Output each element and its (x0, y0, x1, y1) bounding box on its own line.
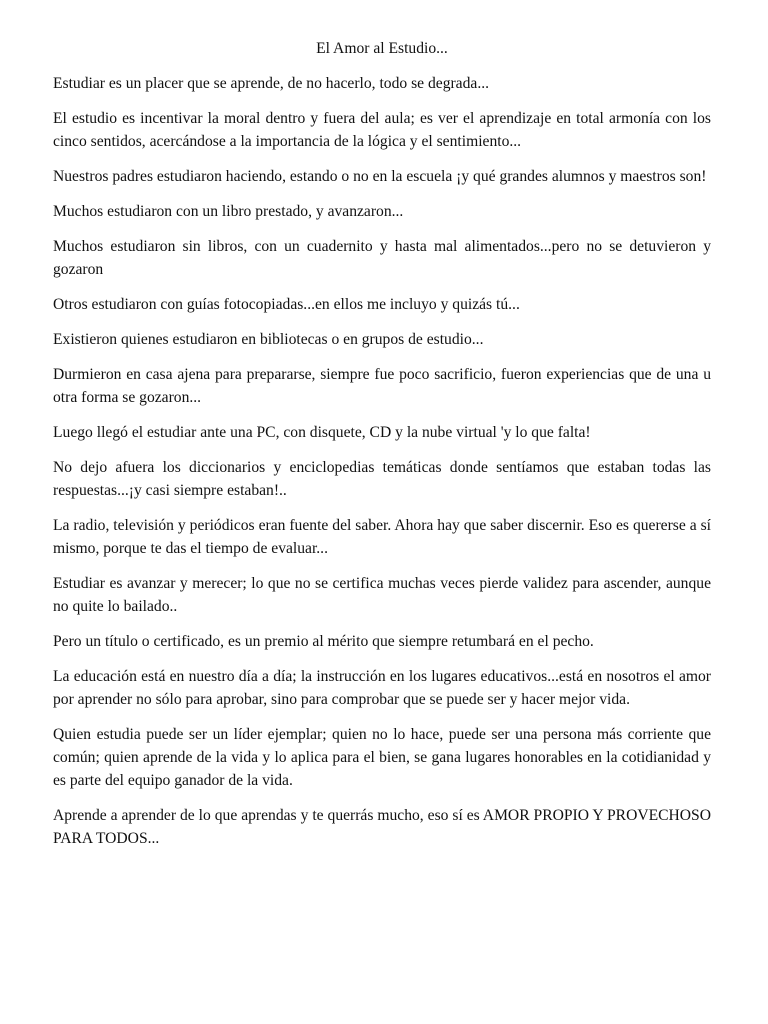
paragraph-4: Muchos estudiaron con un libro prestado, y avanzaron... (53, 203, 404, 220)
paragraph-9: Luego llegó el estudiar ante una PC, con disquete, CD y la nube virtual 'y lo que falta! (53, 424, 591, 441)
paragraph-2: El estudio es incentivar la moral dentro y fuera del aula; es ver el aprendizaje en total armonía con los cinco sentidos, acercándose a la importancia de la lógica y el sentimiento... (53, 110, 711, 150)
paragraph-10: No dejo afuera los diccionarios y enciclopedias temáticas donde sentíamos que estaban todas las respuestas...¡y casi siempre estaban!.. (53, 459, 711, 499)
paragraph-6: Otros estudiaron con guías fotocopiadas...en ellos me incluyo y quizás tú... (53, 296, 520, 313)
document-title: El Amor al Estudio... (316, 40, 448, 57)
paragraph-8: Durmieron en casa ajena para prepararse, siempre fue poco sacrificio, fueron experiencias que de una u otra forma se gozaron... (53, 366, 711, 406)
paragraph-12: Estudiar es avanzar y merecer; lo que no se certifica muchas veces pierde validez para ascender, aunque no quite lo bailado.. (53, 575, 711, 615)
paragraph-15: Quien estudia puede ser un líder ejemplar; quien no lo hace, puede ser una persona más corriente que común; quien aprende de la vida y lo aplica para el bien, se gana lugares honorables en la cotidianidad y es parte del equipo ganador de la vida. (53, 726, 711, 789)
document-page (53, 37, 711, 862)
paragraph-7: Existieron quienes estudiaron en bibliotecas o en grupos de estudio... (53, 331, 484, 348)
paragraph-1: Estudiar es un placer que se aprende, de no hacerlo, todo se degrada... (53, 75, 490, 92)
paragraph-16: Aprende a aprender de lo que aprendas y te querrás mucho, eso sí es AMOR PROPIO Y PROVECHOSO PARA TODOS... (53, 807, 711, 847)
paragraph-11: La radio, televisión y periódicos eran fuente del saber. Ahora hay que saber discernir. Eso es quererse a sí mismo, porque te das el tiempo de evaluar... (53, 517, 711, 557)
paragraph-13: Pero un título o certificado, es un premio al mérito que siempre retumbará en el pecho. (53, 633, 594, 650)
paragraph-5: Muchos estudiaron sin libros, con un cuadernito y hasta mal alimentados...pero no se detuvieron y gozaron (53, 238, 711, 278)
paragraph-3: Nuestros padres estudiaron haciendo, estando o no en la escuela ¡y qué grandes alumnos y maestros son! (53, 168, 707, 185)
paragraph-14: La educación está en nuestro día a día; la instrucción en los lugares educativos...está en nosotros el amor por aprender no sólo para aprobar, sino para comprobar que se puede ser y hacer mejor vida. (53, 668, 711, 708)
